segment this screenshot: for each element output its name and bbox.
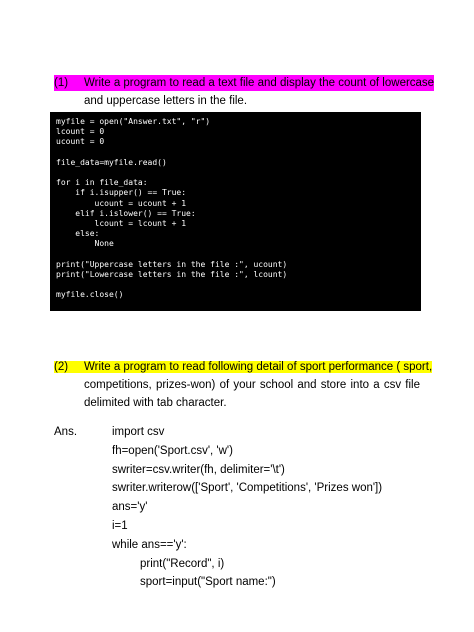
code-line: ucount = 0 [56, 137, 105, 147]
question-2-word: competitions, [84, 379, 152, 391]
answer-code-line: swriter=csv.writer(fh, delimiter='\t') [112, 463, 285, 476]
question-2-word: csv [383, 379, 402, 391]
question-1-text-line-1: Write a program to read a text file and display the count of lowercase [84, 77, 435, 89]
question-2-line-1 [54, 358, 433, 376]
question-2-highlight [54, 361, 432, 373]
code-line: None [56, 239, 114, 249]
code-line: ucount = ucount + 1 [56, 198, 187, 208]
question-2-line-2 [54, 376, 420, 394]
answer-code-line: import csv [112, 426, 165, 438]
question-2-word: file [405, 379, 420, 391]
code-line: print("Uppercase letters in the file :", ucount) [56, 259, 288, 269]
question-2-word: into [350, 379, 370, 391]
code-line: if i.isupper() == True: [56, 188, 187, 198]
code-line [56, 168, 421, 178]
code-line: else: [56, 229, 100, 239]
answer-code-line: print("Record", i) [140, 557, 225, 570]
question-2-text-line-1: Write a program to read following detail of sport performance ( sport, [84, 361, 433, 373]
answer-code-line: sport=input("Sport name:") [140, 576, 276, 589]
code-line: myfile.close() [56, 290, 124, 300]
answer-code [112, 423, 382, 592]
question-2-word: a [373, 379, 380, 391]
code-line: print("Lowercase letters in the file :", lcount) [56, 269, 288, 279]
code-line: myfile = open("Answer.txt", "r") [56, 117, 211, 126]
question-2-word: your [233, 379, 256, 391]
code-line [56, 249, 421, 259]
code-line: for i in file_data: [56, 178, 148, 188]
code-block [50, 112, 421, 311]
question-1-number: (1) [54, 77, 69, 89]
question-2 [54, 358, 433, 412]
code-line: lcount = lcount + 1 [56, 218, 187, 228]
question-2-word: of [219, 379, 230, 391]
code-line: file_data=myfile.read() [56, 157, 167, 167]
code-line: lcount = 0 [56, 127, 105, 137]
answer-label: Ans. [54, 426, 78, 438]
answer-code-line: while ans=='y': [112, 538, 187, 551]
answer-code-line: ans='y' [112, 501, 148, 514]
code-line [56, 280, 421, 290]
code-line: elif i.islower() == True: [56, 208, 196, 218]
question-1-text-line-2: and uppercase letters in the file. [84, 95, 248, 107]
question-1-heading [54, 75, 434, 91]
question-2-word: prizes-won) [155, 379, 216, 391]
question-2-word: and [297, 379, 317, 391]
question-2-number: (2) [54, 361, 69, 373]
answer-code-line: swriter.writerow(['Sport', 'Competitions', 'Prizes won']) [112, 482, 383, 495]
answer-code-line: fh=open('Sport.csv', 'w') [112, 444, 233, 457]
question-2-word: school [259, 379, 294, 391]
answer-code-line: i=1 [112, 519, 128, 532]
question-2-line-3: delimited with tab character. [84, 397, 227, 409]
question-2-word: store [320, 379, 347, 391]
code-line [56, 148, 421, 158]
